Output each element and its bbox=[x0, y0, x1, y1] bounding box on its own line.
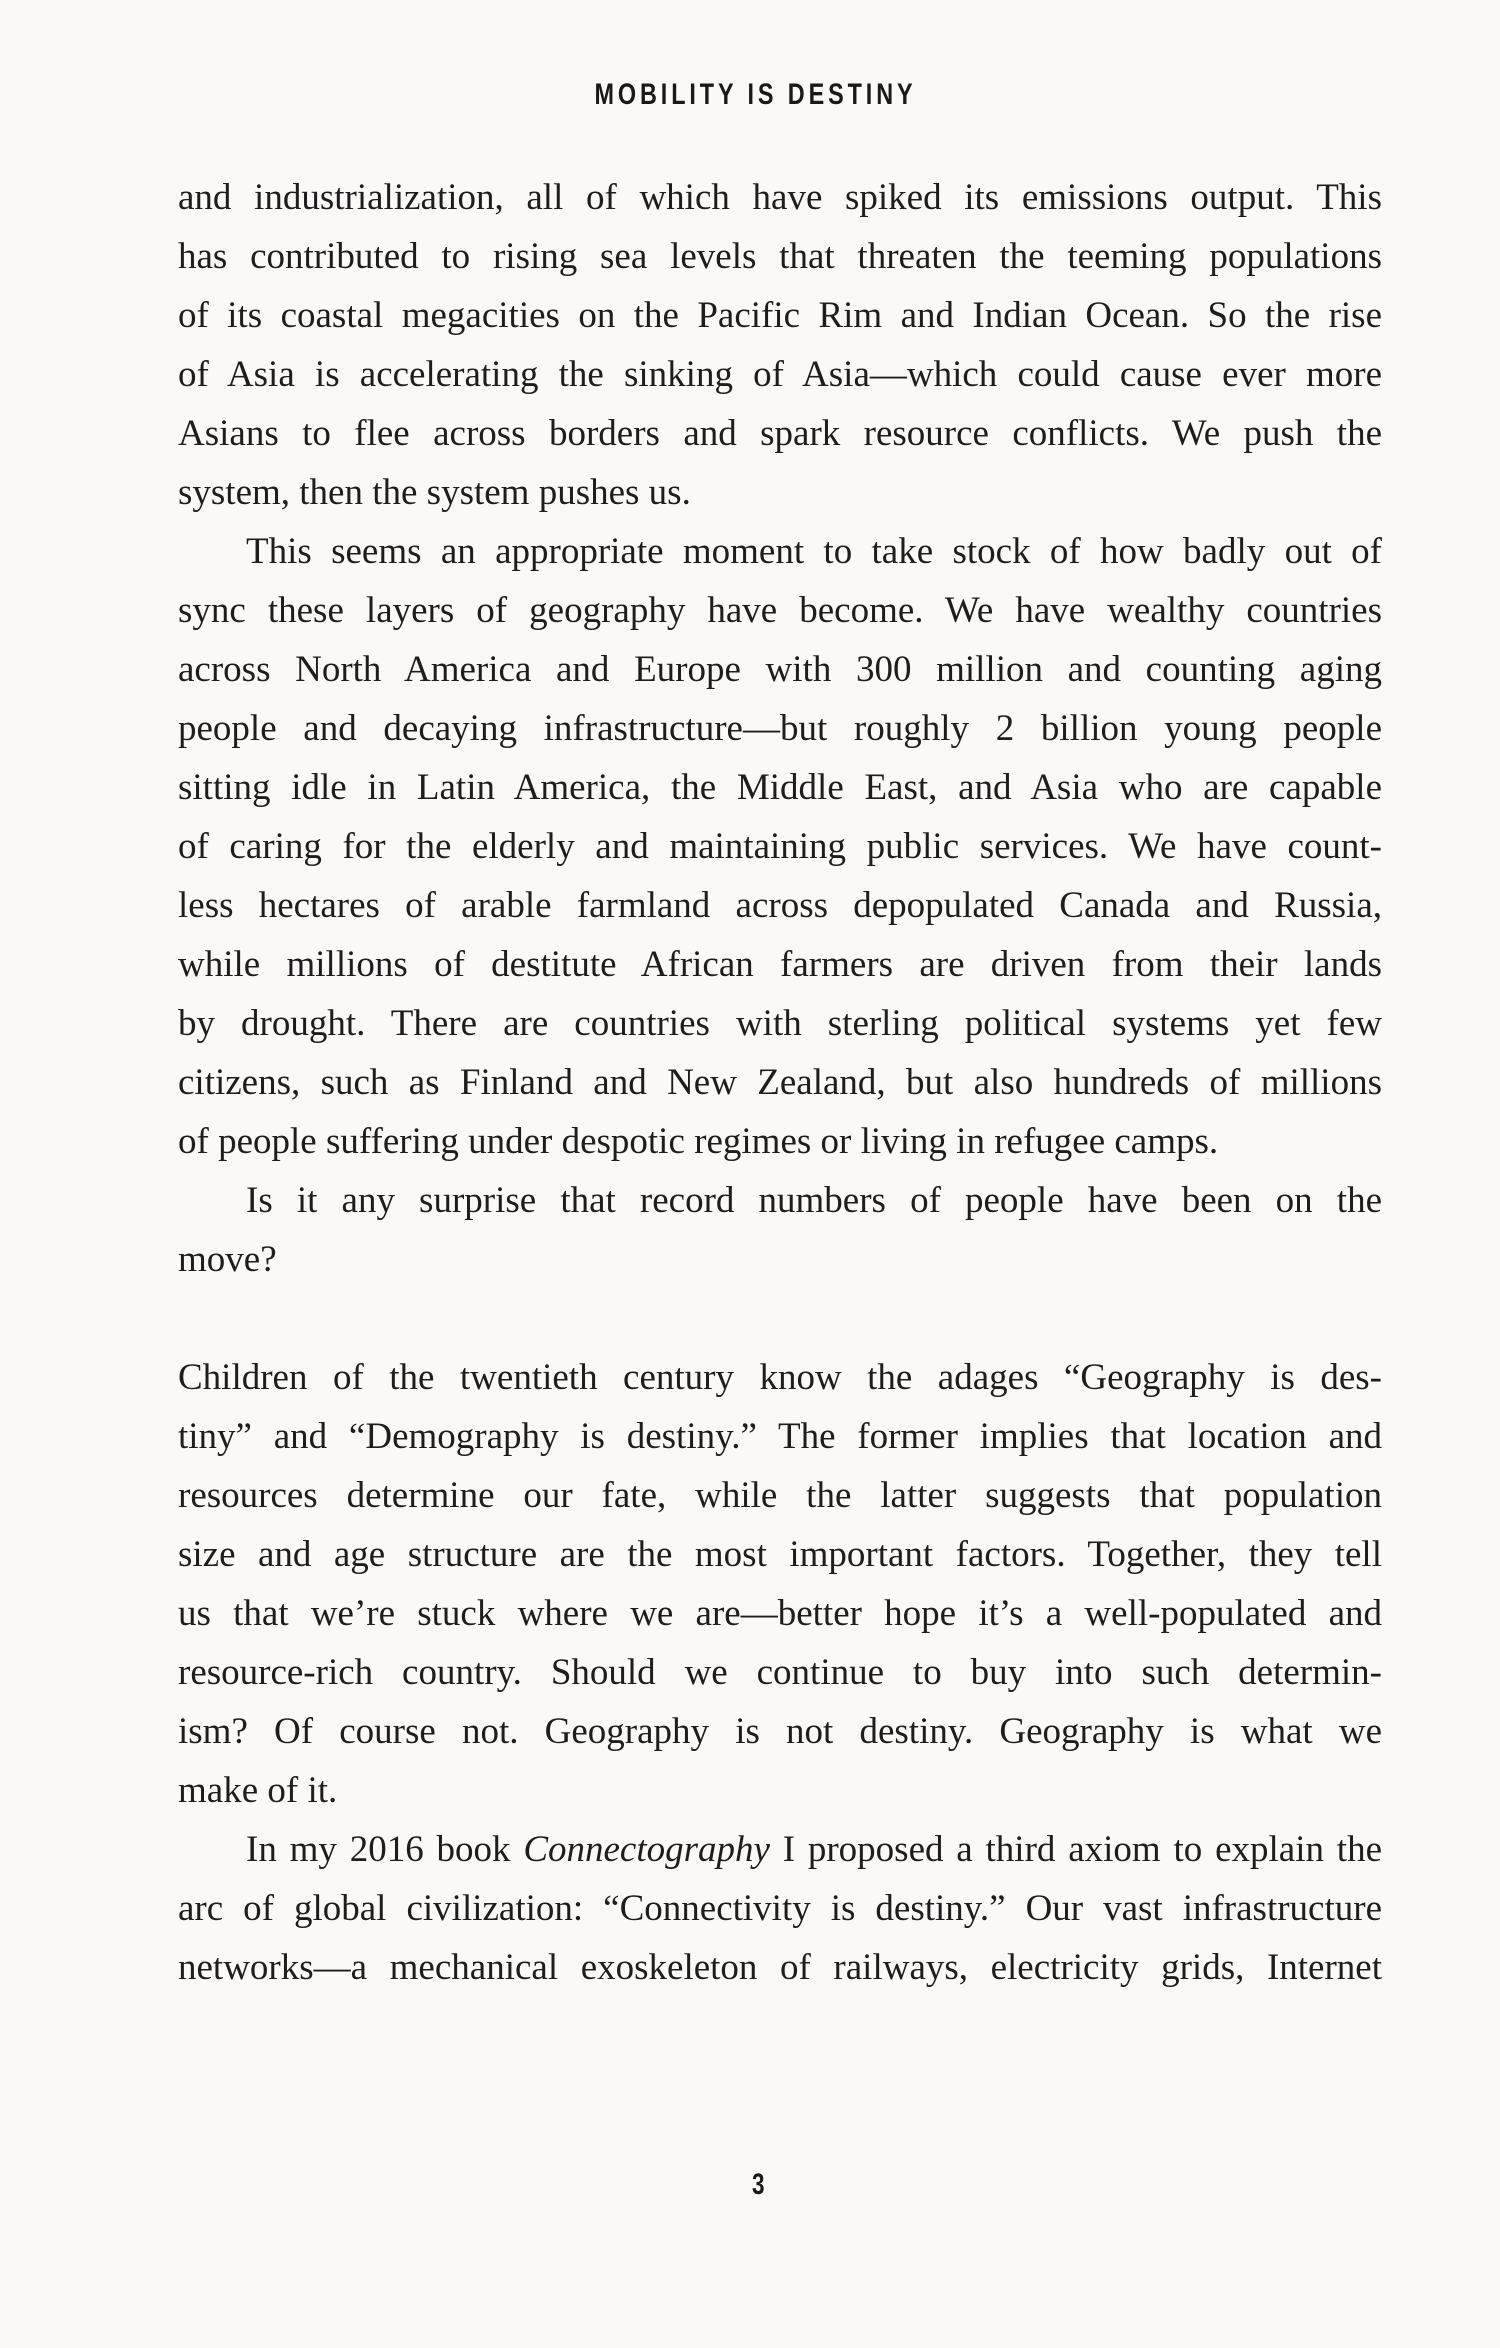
text-run: I proposed a third axiom to explain the bbox=[769, 1829, 1382, 1870]
page-number: 3 bbox=[751, 2168, 765, 2201]
text-line: people and decaying infrastructure—but roughly 2 billion young people bbox=[178, 708, 1382, 749]
running-head: MOBILITY IS DESTINY bbox=[594, 78, 917, 111]
paragraph-1 bbox=[178, 168, 1382, 522]
text-line: resources determine our fate, while the latter suggests that population bbox=[178, 1475, 1382, 1516]
text-line: sync these layers of geography have become. We have wealthy countries bbox=[178, 590, 1382, 631]
section-break bbox=[178, 1289, 1382, 1348]
text-line: while millions of destitute African farmers are driven from their lands bbox=[178, 944, 1382, 985]
page-body bbox=[178, 168, 1382, 1997]
text-line: tiny” and “Demography is destiny.” The former implies that location and bbox=[178, 1416, 1382, 1457]
text-line: across North America and Europe with 300 million and counting aging bbox=[178, 649, 1382, 690]
text-line: of Asia is accelerating the sinking of Asia—which could cause ever more bbox=[178, 354, 1382, 395]
text-line: size and age structure are the most important factors. Together, they tell bbox=[178, 1534, 1382, 1575]
text-line: This seems an appropriate moment to take stock of how badly out of bbox=[246, 531, 1382, 572]
paragraph-3 bbox=[178, 1171, 1382, 1289]
paragraph-2 bbox=[178, 522, 1382, 1171]
text-line: system, then the system pushes us. bbox=[178, 472, 691, 513]
text-line: Is it any surprise that record numbers of people have been on the bbox=[246, 1180, 1382, 1221]
text-line: networks—a mechanical exoskeleton of railways, electricity grids, Internet bbox=[178, 1947, 1382, 1988]
text-line: by drought. There are countries with sterling political systems yet few bbox=[178, 1003, 1382, 1044]
text-line bbox=[178, 1820, 1382, 1879]
text-line: of caring for the elderly and maintaining public services. We have count- bbox=[178, 826, 1382, 867]
text-line: sitting idle in Latin America, the Middle East, and Asia who are capable bbox=[178, 767, 1382, 808]
paragraph-5 bbox=[178, 1820, 1382, 1997]
text-line: move? bbox=[178, 1239, 277, 1280]
text-line: less hectares of arable farmland across depopulated Canada and Russia, bbox=[178, 885, 1382, 926]
text-line: Asians to flee across borders and spark resource conflicts. We push the bbox=[178, 413, 1382, 454]
text-line: has contributed to rising sea levels that threaten the teeming populations bbox=[178, 236, 1382, 277]
text-line: resource-rich country. Should we continue to buy into such determin- bbox=[178, 1652, 1382, 1693]
text-line: Children of the twentieth century know the adages “Geography is des- bbox=[178, 1357, 1382, 1398]
paragraph-4 bbox=[178, 1348, 1382, 1820]
text-line: arc of global civilization: “Connectivity is destiny.” Our vast infrastructure bbox=[178, 1888, 1382, 1929]
text-line: of people suffering under despotic regimes or living in refugee camps. bbox=[178, 1121, 1219, 1162]
text-line: us that we’re stuck where we are—better hope it’s a well-populated and bbox=[178, 1593, 1382, 1634]
book-title: Connectography bbox=[523, 1829, 770, 1870]
text-line: and industrialization, all of which have spiked its emissions output. This bbox=[178, 177, 1382, 218]
text-line: citizens, such as Finland and New Zealand, but also hundreds of millions bbox=[178, 1062, 1382, 1103]
text-line: make of it. bbox=[178, 1770, 338, 1811]
text-line: ism? Of course not. Geography is not destiny. Geography is what we bbox=[178, 1711, 1382, 1752]
text-run: In my 2016 book bbox=[246, 1829, 524, 1870]
text-line: of its coastal megacities on the Pacific Rim and Indian Ocean. So the rise bbox=[178, 295, 1382, 336]
